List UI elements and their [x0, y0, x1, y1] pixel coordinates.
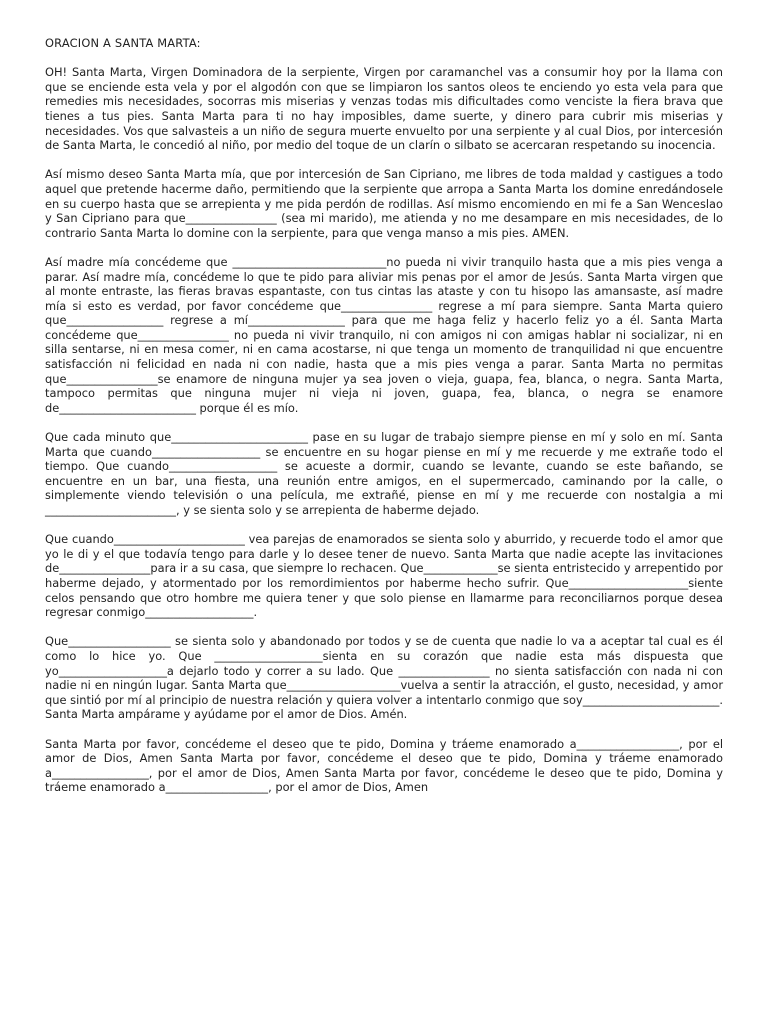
paragraph-loneliness: Que__________________ se sienta solo y abandonado por todos y se de cuenta que nadie lo va a aceptar tal cual es él como lo hice yo. Que ___________________sienta en su corazón que nadie esta más dispuesta que yo___________________a dejarlo todo y correr a su lado. Que ________________ no sienta satisfacción con nada ni con nadie ni en ningún lugar. Santa Marta que____________________vuelva a sentir la atracción, el gusto, necesidad, y amor que sintió por mí al principio de nuestra relación y quiera volver a intentarlo conmigo que soy________________________. Santa Marta ampárame y ayúdame por el amor de Dios. Amén. [45, 634, 723, 722]
paragraph-invocation: OH! Santa Marta, Virgen Dominadora de la serpiente, Virgen por caramanchel vas a consumir hoy por la llama con que se enciende esta vela y por el algodón con que se limpiaron los santos oleos te enciendo yo esta vela para que remedies mis necesidades, socorras mis miserias y venzas todas mis dificultades como venciste la fiera brava que tienes a tus pies. Santa Marta para ti no hay imposibles, dame suerte, y dinero para cubrir mis miserias y necesidades. Vos que salvasteis a un niño de segura muerte envuelto por una serpiente y al cual Dios, por intercesión de Santa Marta, le concedió al niño, por medio del toque de un clarín o silbato se acercaran respetando su inocencia. [45, 65, 723, 153]
paragraph-remembrance: Que cada minuto que________________________ pase en su lugar de trabajo siempre piense en mí y solo en mí. Santa Marta que cuando___________________ se encuentre en su hogar piense en mí y me recuerde y me extrañe todo el tiempo. Que cuando___________________ se acueste a dormir, cuando se levante, cuando se este bañando, se encuentre en un bar, una fiesta, una reunión entre amigos, en el supermercado, caminando por la calle, o simplemente viendo televisión o una película, me extrañé, piense en mí y me recuerde con nostalgia a mi _______________________, y se sienta solo y se arrepienta de haberme dejado. [45, 430, 723, 517]
paragraph-longing: Que cuando_______________________ vea parejas de enamorados se sienta solo y aburrido, y recuerde todo el amor que yo le di y el que todavía tengo para darle y lo desee tener de nuevo. Santa Marta que nadie acepte las invitaciones de________________para ir a su casa, que siempre lo rechacen. Que_____________se sienta entristecido y arrepentido por haberme dejado, y atormentado por los remordimientos por haberme hecho sufrir. Que_____________________siente celos pensando que otro hombre me quiera tener y que solo piense en llamarme para reconciliarnos porque desea regresar conmigo___________________. [45, 532, 723, 620]
paragraph-intercession: Así mismo deseo Santa Marta mía, que por intercesión de San Cipriano, me libres de toda maldad y castigues a todo aquel que pretende hacerme daño, permitiendo que la serpiente que arropa a Santa Marta los domine enredándosele en su cuerpo hasta que se arrepienta y me pida perdón de rodillas. Así mismo encomiendo en mi fe a San Wenceslao y San Cipriano para que________________ (sea mi marido), me atienda y no me desampare en mis necesidades, de lo contrario Santa Marta lo domine con la serpiente, para que venga manso a mis pies. AMEN. [45, 167, 723, 240]
document-page [45, 36, 723, 809]
paragraph-petition: Así madre mía concédeme que ___________________________no pueda ni vivir tranquilo hasta que a mis pies venga a parar. Así madre mía, concédeme lo que te pido para aliviar mis penas por el amor de Jesús. Santa Marta virgen que al monte entraste, las fieras bravas espantaste, con tus cintas las ataste y con tu hisopo las amansaste, así madre mía si esto es verdad, por favor concédeme que________________ regrese a mí para siempre. Santa Marta quiero que_________________ regrese a mí_________________ para que me haga feliz y hacerlo feliz yo a él. Santa Marta concédeme que________________ no pueda ni vivir tranquilo, ni con amigos ni con amigas hablar ni socializar, ni en silla sentarse, ni en mesa comer, ni en cama acostarse, ni que tenga un momento de tranquilidad ni que encuentre satisfacción ni felicidad en nada ni con nadie, hasta que a mis pies venga a parar. Santa Marta no permitas que________________se enamore de ninguna mujer ya sea joven o vieja, guapa, fea, blanca, o negra. Santa Marta, tampoco permitas que ninguna mujer ni vieja ni joven, guapa, fea, blanca, o negra se enamore de________________________ porque él es mío. [45, 254, 723, 415]
document-title: ORACION A SANTA MARTA: [45, 36, 201, 50]
paragraph-closing: Santa Marta por favor, concédeme el deseo que te pido, Domina y tráeme enamorado a__________________, por el amor de Dios, Amen Santa Marta por favor, concédeme el deseo que te pido, Domina y tráeme enamorado a_________________, por el amor de Dios, Amen Santa Marta por favor, concédeme le deseo que te pido, Domina y tráeme enamorado a__________________, por el amor de Dios, Amen [45, 736, 723, 795]
